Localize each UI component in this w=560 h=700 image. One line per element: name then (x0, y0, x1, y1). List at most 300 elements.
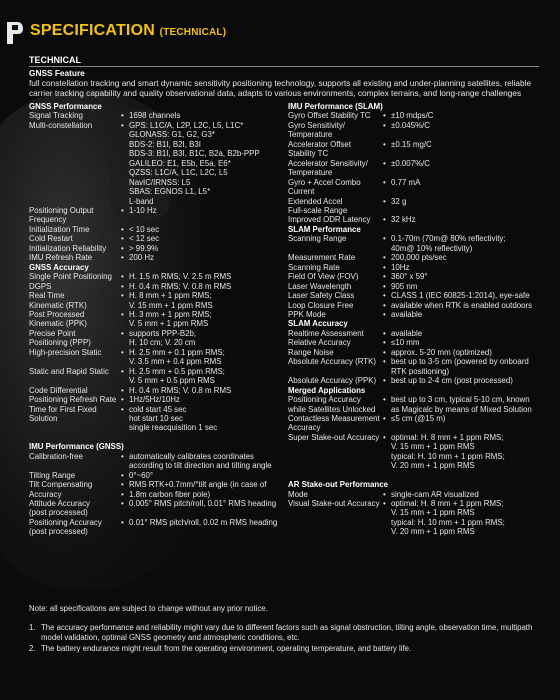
spec-value-text: 10Hz (391, 262, 410, 272)
spec-value-text: available when RTK is enabled outdoors (391, 300, 533, 310)
spec-value (383, 442, 543, 451)
spec-row (288, 310, 543, 319)
spec-value (383, 405, 543, 414)
spec-row (29, 215, 279, 224)
spec-value (383, 376, 543, 385)
spec-label: Field Of View (FOV) (288, 272, 359, 282)
spec-row (29, 130, 279, 139)
spec-value (121, 471, 279, 480)
spec-value (121, 338, 279, 347)
bullet-icon: • (121, 111, 124, 121)
spec-row (29, 168, 279, 177)
spec-row (288, 244, 543, 253)
spec-value (121, 272, 279, 281)
bullet-icon: • (383, 413, 386, 423)
spec-label: DGPS (29, 281, 52, 291)
spec-row (29, 414, 279, 423)
spec-row (288, 140, 543, 149)
spec-value-text: 200 Hz (129, 253, 155, 263)
spec-label (288, 508, 383, 517)
spec-value (383, 367, 543, 376)
spec-label (29, 197, 121, 206)
intro-section (29, 55, 539, 98)
spec-value (383, 518, 543, 527)
spec-row (288, 159, 543, 168)
footnote-text: The battery endurance might result from the operating environment, operating temperature, and battery life. (41, 644, 412, 653)
spec-value (121, 225, 279, 234)
spec-value-text: 200,000 pts/sec (391, 253, 447, 263)
spec-label (288, 452, 383, 461)
spec-row (29, 121, 279, 130)
spec-value (121, 291, 279, 300)
spec-label: Measurement Rate (288, 253, 356, 263)
spec-value-text: H. 0.4 m RMS; V. 0.8 m RMS (129, 385, 232, 395)
spec-value (121, 319, 279, 328)
bullet-icon: • (121, 517, 124, 527)
spec-label: Gyro Offset Stability TC (288, 111, 371, 121)
spec-value (121, 461, 279, 470)
bullet-icon: • (121, 253, 124, 263)
spec-row (288, 367, 543, 376)
bullet-icon: • (121, 480, 124, 490)
spec-label (29, 187, 121, 196)
spec-label: Temperature (288, 130, 333, 140)
spec-label: Kinematic (PPK) (29, 319, 87, 329)
spec-row (288, 499, 543, 508)
spec-section-heading: AR Stake-out Performance (288, 480, 388, 490)
spec-label (288, 461, 383, 470)
spec-label: Scanning Rate (288, 262, 340, 272)
spec-value-text: ±10 mdps/C (391, 111, 434, 121)
spec-label: Absolute Accuracy (RTK) (288, 357, 376, 367)
spec-value (383, 111, 543, 120)
bullet-icon: • (121, 395, 124, 405)
spec-row (29, 395, 279, 404)
spec-label: Positioning Accuracy (288, 395, 361, 405)
spec-row (29, 338, 279, 347)
spec-value (121, 301, 279, 310)
spec-section-heading: IMU Performance (GNSS) (29, 442, 124, 452)
spec-value-text: 32 g (391, 196, 407, 206)
spec-label (29, 130, 121, 139)
spec-value (383, 234, 543, 243)
spec-value-text: available (391, 309, 423, 319)
spec-row (29, 499, 279, 508)
bullet-icon: • (383, 376, 386, 386)
spec-value (383, 168, 543, 177)
spec-value (121, 197, 279, 206)
spec-value (121, 452, 279, 461)
spec-row (29, 206, 279, 215)
bullet-icon: • (383, 338, 386, 348)
bullet-icon: • (121, 347, 124, 357)
spec-label: (post processed) (29, 508, 88, 518)
spec-row (29, 376, 279, 385)
spec-row (29, 159, 279, 168)
spec-value-text: ±0.007%/C (391, 158, 430, 168)
bullet-icon: • (383, 111, 386, 121)
spec-row (288, 301, 543, 310)
spec-value-text: approx. 5-20 mm (optimized) (391, 347, 492, 357)
spec-row (288, 518, 543, 527)
spec-value (121, 168, 279, 177)
spec-value (121, 423, 279, 432)
spec-value (121, 376, 279, 385)
spec-value (121, 244, 279, 253)
spec-row (288, 433, 543, 442)
spec-row (29, 225, 279, 234)
page-subtitle: (TECHNICAL) (159, 27, 227, 38)
spec-label: Absolute Accuracy (PPK) (288, 376, 377, 386)
spec-row (288, 263, 543, 272)
spec-row (29, 508, 279, 517)
spec-value (383, 433, 543, 442)
bullet-icon: • (383, 177, 386, 187)
spec-row (29, 367, 279, 376)
spec-value (383, 461, 543, 470)
spec-row (29, 348, 279, 357)
spec-row (288, 338, 543, 347)
spec-value (383, 215, 543, 224)
spec-value-text: RMS RTK+0.7mm/°tilt angle (in case of (129, 480, 267, 490)
spec-value-text: available (391, 328, 423, 338)
spec-row (29, 405, 279, 414)
spec-value (121, 178, 279, 187)
spec-row (288, 130, 543, 139)
spec-value (121, 149, 279, 158)
bullet-icon: • (121, 328, 124, 338)
spec-row (288, 197, 543, 206)
spec-label: Single Point Positioning (29, 272, 112, 282)
spec-value (121, 414, 279, 423)
spec-row (288, 376, 543, 385)
spec-row (288, 253, 543, 262)
bullet-icon: • (383, 158, 386, 168)
spec-row (29, 490, 279, 499)
spec-value-text: 360° x 59° (391, 272, 428, 282)
spec-row (288, 357, 543, 366)
spec-row (288, 111, 543, 120)
spec-row (29, 244, 279, 253)
spec-value-text: BDS-3: B1I, B3I, B1C, B2a, B2b-PPP (129, 149, 260, 159)
spec-value (383, 508, 543, 517)
spec-row (29, 319, 279, 328)
spec-value (121, 159, 279, 168)
spec-row (29, 111, 279, 120)
spec-value (121, 329, 279, 338)
spec-value (121, 386, 279, 395)
spec-value-text: 32 kHz (391, 215, 416, 225)
spec-label: PPK Mode (288, 309, 326, 319)
spec-value-text: V. 15 mm + 1 ppm RMS (391, 442, 475, 452)
spec-label: Post Processed (29, 309, 85, 319)
spec-row (29, 329, 279, 338)
bullet-icon: • (383, 196, 386, 206)
spec-label: Real Time (29, 291, 65, 301)
bullet-icon: • (121, 451, 124, 461)
bullet-icon: • (121, 385, 124, 395)
bullet-icon: • (121, 272, 124, 282)
spec-value (383, 244, 543, 253)
spec-row (29, 282, 279, 291)
spec-label (288, 367, 383, 376)
spacer (288, 471, 543, 480)
bullet-icon: • (121, 499, 124, 509)
spec-value-text: ≤5 cm (@15 m) (391, 413, 446, 423)
spec-value (383, 206, 543, 215)
bullet-icon: • (121, 281, 124, 291)
spec-row (29, 272, 279, 281)
bullet-icon: • (383, 120, 386, 130)
spec-value (121, 215, 279, 224)
spec-value (383, 121, 543, 130)
spec-value (121, 367, 279, 376)
spec-value-text: hot start 10 sec (129, 413, 183, 423)
spec-value (383, 187, 543, 196)
spacer (29, 433, 279, 442)
spec-row (288, 508, 543, 517)
spec-label: Initialization Reliability (29, 243, 107, 253)
spec-label: Tilting Range (29, 470, 76, 480)
spec-label: Gyro Sensitivity/ (288, 120, 346, 130)
spec-row (29, 140, 279, 149)
spec-label: Laser Wavelength (288, 281, 352, 291)
spec-value (383, 130, 543, 139)
footnote-item (29, 644, 541, 654)
bullet-icon: • (383, 281, 386, 291)
spec-label: Accuracy (29, 489, 62, 499)
spec-value-text: typical: H. 10 mm + 1 ppm RMS; (391, 451, 505, 461)
spec-label: Code Differential (29, 385, 88, 395)
spec-label: Tilt Compensating (29, 480, 93, 490)
spec-value-text: QZSS: L1C/A, L1C, L2C, L5 (129, 168, 228, 178)
spec-section-heading: Merged Applications (288, 385, 366, 395)
spec-label (29, 423, 121, 432)
spec-label: IMU Refresh Rate (29, 253, 93, 263)
spec-row (29, 461, 279, 470)
bullet-icon: • (383, 139, 386, 149)
spec-label: Initialization Time (29, 224, 90, 234)
spec-label: Gyro + Accel Combo (288, 177, 361, 187)
spec-value-text: H. 1.5 m RMS; V. 2.5 m RMS (129, 272, 232, 282)
spec-label: Positioning (PPP) (29, 338, 91, 348)
spec-value (121, 490, 279, 499)
spec-section-heading: IMU Performance (SLAM) (288, 102, 383, 111)
spec-value-text: > 99.9% (129, 243, 159, 253)
spec-value-text: H. 0.4 m RMS; V. 0.8 m RMS (129, 281, 232, 291)
spec-section-heading: SLAM Performance (288, 224, 361, 234)
spec-value (383, 423, 543, 432)
spec-value (121, 395, 279, 404)
spec-value-text: < 12 sec (129, 234, 160, 244)
spec-value-text: H. 2.5 mm + 0.5 ppm RMS; (129, 366, 225, 376)
footnote-number: 1. (29, 623, 36, 632)
spec-value (121, 518, 279, 527)
spec-value-text: single-cam AR visualized (391, 489, 479, 499)
footnote-number: 2. (29, 644, 36, 653)
page-header (0, 18, 560, 48)
spec-value (121, 480, 279, 489)
spec-value-text: 0°~60° (129, 470, 154, 480)
spec-row (29, 178, 279, 187)
spec-value (383, 291, 543, 300)
spec-value (383, 178, 543, 187)
spec-value-text: 1-10 Hz (129, 205, 157, 215)
bullet-icon: • (121, 404, 124, 414)
bullet-icon: • (121, 366, 124, 376)
spec-label: Extended Accel (288, 196, 343, 206)
spec-row (288, 234, 543, 243)
spec-value (383, 490, 543, 499)
spec-label: Super Stake-out Accuracy (288, 432, 380, 442)
spec-row (288, 527, 543, 536)
bullet-icon: • (383, 309, 386, 319)
spec-row (288, 395, 543, 404)
spec-value (383, 357, 543, 366)
bullet-icon: • (383, 300, 386, 310)
spec-value (121, 121, 279, 130)
spec-value-text: 0.005° RMS pitch/roll, 0.01° RMS heading (129, 499, 277, 509)
spec-value-text: single reacquisition 1 sec (129, 423, 218, 433)
spec-label: Full-scale Range (288, 205, 348, 215)
bullet-icon: • (121, 120, 124, 130)
spec-value (121, 527, 279, 536)
spec-row (29, 518, 279, 527)
spec-label (29, 159, 121, 168)
spec-value (383, 527, 543, 536)
spec-row (29, 253, 279, 262)
spec-label: while Satellites Unlocked (288, 404, 376, 414)
bullet-icon: • (383, 253, 386, 263)
spec-value-text: optimal: H. 8 mm + 1 ppm RMS; (391, 499, 504, 509)
spec-value (121, 310, 279, 319)
bullet-icon: • (383, 347, 386, 357)
bullet-icon: • (383, 262, 386, 272)
spec-value-text: supports PPP-B2b, (129, 328, 197, 338)
spec-label: Visual Stake-out Accuracy (288, 499, 380, 509)
spec-label (29, 357, 121, 366)
spec-label: Mode (288, 489, 308, 499)
spec-label: Relative Accuracy (288, 338, 351, 348)
spec-label: Static and Rapid Static (29, 366, 109, 376)
spec-label: Laser Safety Class (288, 291, 355, 301)
spec-label (288, 527, 383, 536)
spec-column-left (29, 102, 279, 537)
spec-value-text: 40m@ 10% reflectivity) (391, 243, 473, 253)
spec-label: Positioning Output (29, 205, 94, 215)
spec-value-text: best up to 3-5 cm (powered by onboard (391, 357, 529, 367)
page-title: SPECIFICATION (TECHNICAL) (30, 22, 227, 39)
bullet-icon: • (383, 291, 386, 301)
spec-value (383, 348, 543, 357)
spec-value (121, 234, 279, 243)
spec-row (288, 272, 543, 281)
spec-row (288, 461, 543, 470)
spec-value-text: H. 2.5 mm + 0.1 ppm RMS; (129, 347, 225, 357)
spec-value-text: ±0.045%/C (391, 120, 430, 130)
bullet-icon: • (383, 395, 386, 405)
spec-label (288, 244, 383, 253)
change-notice: Note: all specifications are subject to change without any prior notice. (29, 604, 268, 613)
spec-label: Multi-constellation (29, 120, 93, 130)
spec-value (383, 253, 543, 262)
spec-value-text: H. 8 mm + 1 ppm RMS; (129, 291, 212, 301)
spec-row (288, 490, 543, 499)
spec-row (288, 291, 543, 300)
spec-value-text: RTK positioning) (391, 366, 450, 376)
spec-label: Range Noise (288, 347, 334, 357)
spec-value-text: GLONASS: G1, G2, G3* (129, 130, 215, 140)
spec-label: Precise Point (29, 328, 76, 338)
spec-value-text: < 10 sec (129, 224, 160, 234)
spec-value-text: best up to 2-4 cm (post processed) (391, 376, 513, 386)
spec-row (288, 452, 543, 461)
spec-value (121, 140, 279, 149)
spec-label (29, 461, 121, 470)
spec-value (121, 187, 279, 196)
spec-value-text: GALILEO: E1, E5b, E5a, E6* (129, 158, 231, 168)
spec-value-text: ≤10 mm (391, 338, 420, 348)
spec-value-text: 0.77 mA (391, 177, 421, 187)
spec-row (288, 348, 543, 357)
footnote-list (29, 623, 541, 654)
spec-value-text: CLASS 1 (IEC 60825-1:2014), eye-safe (391, 291, 530, 301)
spec-row (29, 187, 279, 196)
spec-row (288, 168, 543, 177)
spec-value (121, 508, 279, 517)
spec-label (29, 140, 121, 149)
spec-row (29, 357, 279, 366)
bullet-icon: • (383, 499, 386, 509)
bullet-icon: • (121, 309, 124, 319)
spec-label: (post processed) (29, 527, 88, 537)
spec-row (288, 282, 543, 291)
spec-value-text: V. 3.5 mm + 0.4 ppm RMS (129, 357, 222, 367)
spec-row (288, 178, 543, 187)
spec-value-text: best up to 3 cm, typical 5-10 cm, known (391, 395, 530, 405)
footnote-item (29, 623, 541, 643)
spec-row (29, 234, 279, 243)
spec-label: Kinematic (RTK) (29, 300, 87, 310)
spec-section-heading: GNSS Performance (29, 102, 102, 111)
spec-value-text: 905 nm (391, 281, 418, 291)
bullet-icon: • (121, 291, 124, 301)
footnote-text: The accuracy performance and reliability might vary due to different factors such as signal obstruction, tilting angle, observation time, multipath model validation, optimal GNSS geometry and atmospheric conditions, etc. (41, 623, 533, 642)
spec-value-text: L-band (129, 196, 154, 206)
spec-value-text: 1698 channels (129, 111, 181, 121)
spec-value (121, 348, 279, 357)
bullet-icon: • (121, 489, 124, 499)
spec-section-heading: SLAM Accuracy (288, 319, 348, 329)
spec-row (29, 471, 279, 480)
spec-value (383, 329, 543, 338)
spec-label: Time for First Fixed (29, 404, 97, 414)
spec-value-text: according to tilt direction and tilting angle (129, 461, 272, 471)
spec-value (383, 149, 543, 158)
spec-value (121, 111, 279, 120)
spec-label (29, 178, 121, 187)
section-heading-gnss-feature: GNSS Feature (29, 68, 85, 78)
spec-label: Accuracy (288, 423, 321, 433)
spec-value-text: V. 20 mm + 1 ppm RMS (391, 527, 475, 537)
spec-value (121, 499, 279, 508)
spec-label: Stability TC (288, 149, 329, 159)
spec-value-text: GPS: L1C/A, L2P, L2C, L5, L1C* (129, 120, 244, 130)
spec-row (288, 215, 543, 224)
spec-label (288, 518, 383, 527)
spec-value (383, 452, 543, 461)
spec-row (29, 480, 279, 489)
